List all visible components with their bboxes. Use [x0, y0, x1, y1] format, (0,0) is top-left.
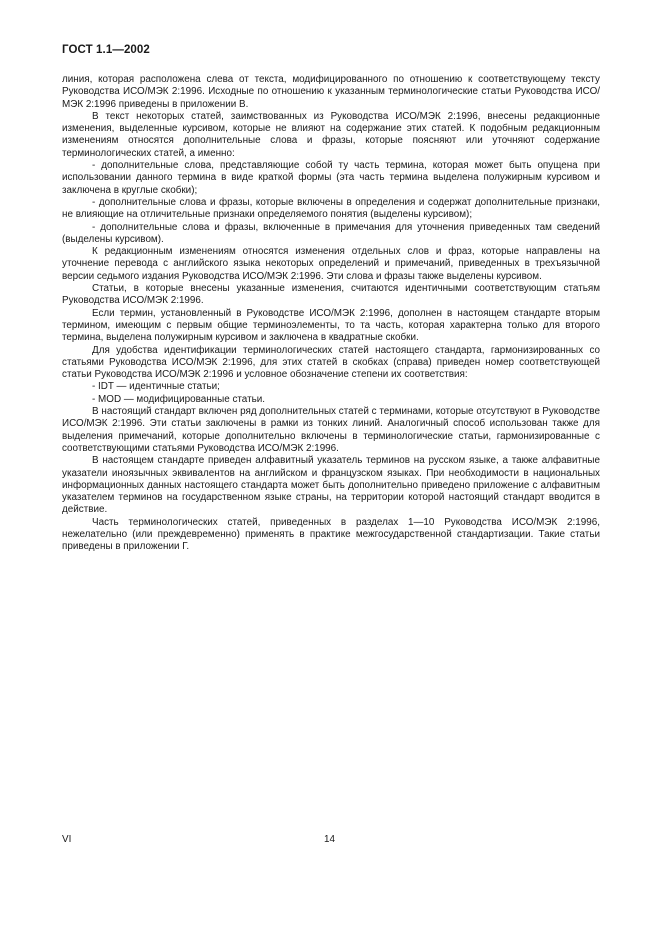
paragraph: Если термин, установленный в Руководстве ИСО/МЭК 2:1996, дополнен в настоящем стандарте вторым термином, имеющим с первым общие терминоэлементы, то та часть, которая характерна только для второго термина, выделена полужирным курсивом и заключена в квадратные скобки. — [62, 307, 600, 344]
paragraph: Статьи, в которые внесены указанные изменения, считаются идентичными соответствующим статьям Руководства ИСО/МЭК 2:1996. — [62, 283, 600, 307]
document-header-title: ГОСТ 1.1—2002 — [62, 44, 150, 56]
footer-page-number: 14 — [324, 834, 335, 845]
document-body — [62, 74, 600, 554]
paragraph: К редакционным изменениям относятся изменения отдельных слов и фраз, которые направлены на уточнение перевода с английского языка некоторых определений и примечаний, приведенных в трехъязычной версии седьмого издания Руководства ИСО/МЭК 2:1996. Эти слова и фразы также выделены курсивом. — [62, 246, 600, 282]
list-item: - IDT — идентичные статьи; — [92, 381, 220, 393]
list-item: - дополнительные слова, представляющие собой ту часть термина, которая может быть опущена при использовании данного термина в виде краткой формы (эта часть термина выделена полужирным курсивом и заключена в круглые скобки); — [62, 160, 600, 196]
paragraph: линия, которая расположена слева от текста, модифицированного по отношению к соответствующему тексту Руководства ИСО/МЭК 2:1996. Исходные по отношению к указанным терминологические статьи Руководства ИСО/МЭК 2:1996 приведены в приложении В. — [62, 74, 600, 110]
list-item: - дополнительные слова и фразы, которые включены в определения и содержат дополнительные признаки, не влияющие на отличительные признаки определяемого понятия (выделены курсивом); — [62, 196, 600, 221]
paragraph: Для удобства идентификации терминологических статей настоящего стандарта, гармонизированных со статьями Руководства ИСО/МЭК 2:1996, для этих статей в скобках (справа) приведен номер соответствующей статьи Руководства ИСО/МЭК 2:1996 и условное обозначение степени их соответствия: — [62, 344, 600, 381]
paragraph: В настоящем стандарте приведен алфавитный указатель терминов на русском языке, а также алфавитные указатели иноязычных эквивалентов на английском и французском языках. При необходимости в национальных информационных данных настоящего стандарта может быть дополнительно приведено приложение с алфавитным указателем терминов на государственном языке страны, на территории которой настоящий стандарт вводится в действие. — [62, 455, 600, 516]
footer-roman-page: VI — [62, 834, 72, 845]
paragraph: Часть терминологических статей, приведенных в разделах 1—10 Руководства ИСО/МЭК 2:1996, нежелательно (или преждевременно) применять в практике межгосударственной стандартизации. Такие статьи приведены в приложении Г. — [62, 516, 600, 553]
paragraph: В текст некоторых статей, заимствованных из Руководства ИСО/МЭК 2:1996, внесены редакционные изменения, выделенные курсивом, которые не влияют на содержание этих статей. К подобным редакционным изменениям относятся дополнительные слова и фразы, которые поясняют или уточняют содержание терминологических статей, а именно: — [62, 110, 600, 159]
list-item: - MOD — модифицированные статьи. — [92, 393, 265, 405]
paragraph: В настоящий стандарт включен ряд дополнительных статей с терминами, которые отсутствуют в Руководстве ИСО/МЭК 2:1996. Эти статьи заключены в рамки из тонких линий. Аналогичный способ использован также для выделения примечаний, которые дополнительно включены в терминологические статьи, гармонизированные с соответствующими статьями Руководства ИСО/МЭК 2:1996. — [62, 406, 600, 454]
list-item: - дополнительные слова и фразы, включенные в примечания для уточнения приведенных там сведений (выделены курсивом). — [62, 221, 600, 245]
